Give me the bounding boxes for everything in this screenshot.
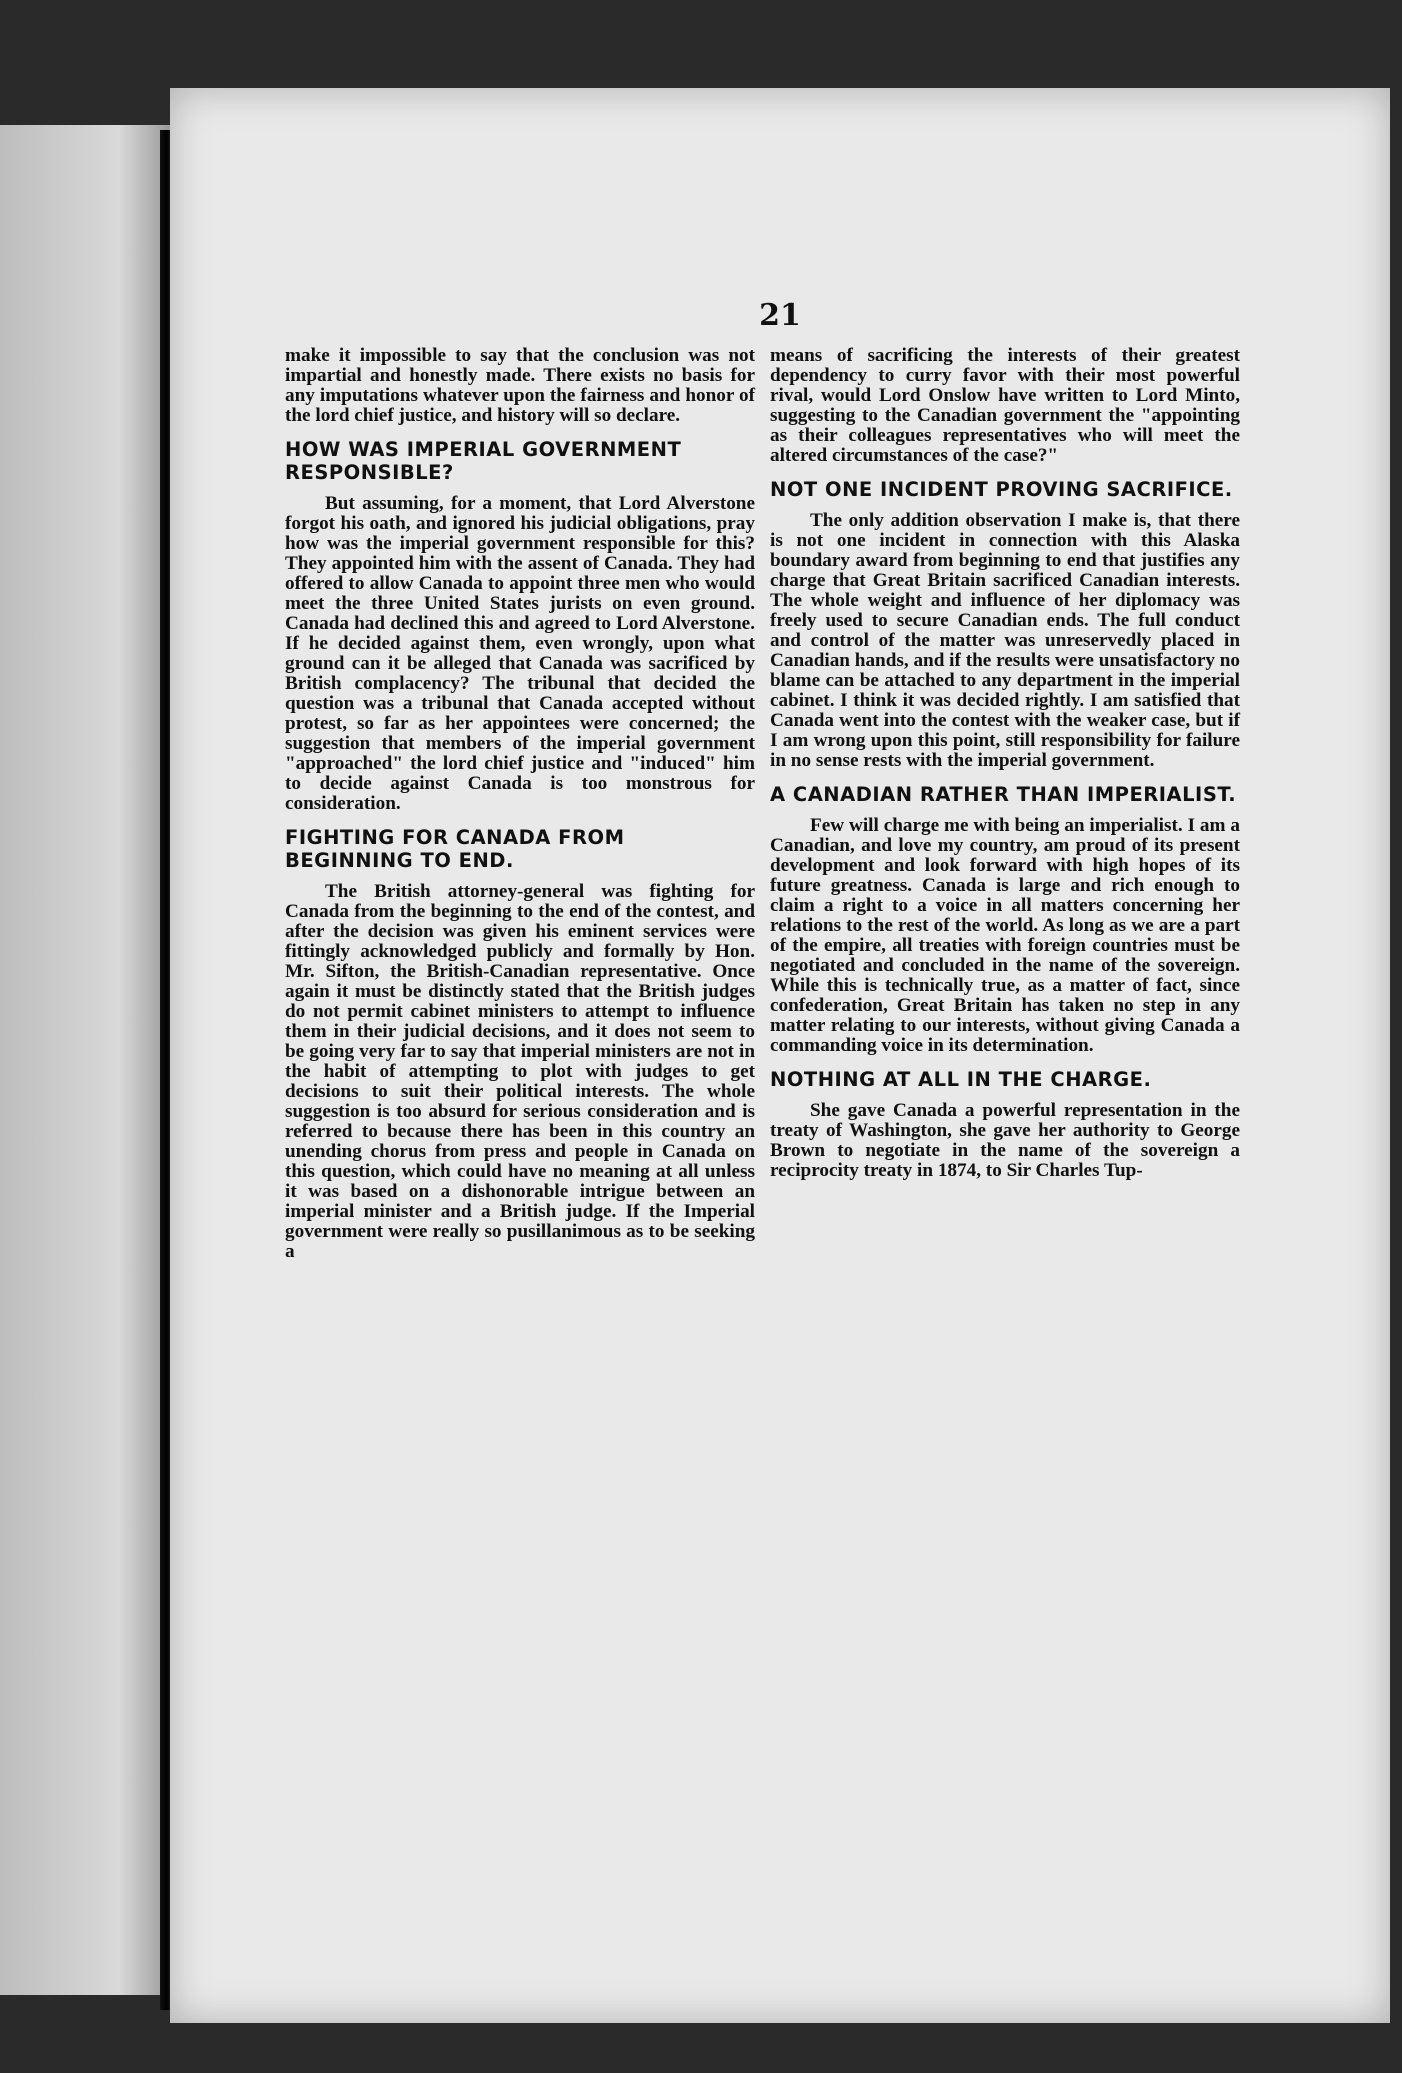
body-paragraph: But assuming, for a moment, that Lord Alverstone forgot his oath, and ignored his judicial obligations, pray how was the imperial government responsible for this? They appointed him with the assent of Canada. They had offered to allow Canada to appoint three men who would meet the three United States jurists on even ground. Canada had declined this and agreed to Lord Alverstone. If he decided against them, even wrongly, upon what ground can it be alleged that Canada was sacrificed by British complacency? The tribunal that decided the question was a tribunal that Canada accepted without protest, so far as her appointees were concerned; the suggestion that members of the imperial government "approached" the lord chief justice and "induced" him to decide against Canada is too monstrous for consideration. bbox=[285, 493, 755, 814]
left-text-column bbox=[285, 346, 755, 1266]
section-heading: FIGHTING FOR CANADA FROM BEGINNING TO END. bbox=[285, 826, 625, 872]
body-paragraph: The only addition observation I make is, that there is not one incident in connection with this Alaska boundary award from beginning to end that justifies any charge that Great Britain sacrificed Canadian interests. The whole weight and influence of her diplomacy was freely used to secure Canadian ends. The full conduct and control of the matter was unreservedly placed in Canadian hands, and if the results were unsatisfactory no blame can be attached to any department in the imperial cabinet. I think it was decided rightly. I am satisfied that Canada went into the contest with the weaker case, but if I am wrong upon this point, still responsibility for failure in no sense rests with the imperial government. bbox=[770, 510, 1240, 771]
body-paragraph: Few will charge me with being an imperialist. I am a Canadian, and love my country, am proud of its present development and look forward with high hopes of its future greatness. Canada is large and rich enough to claim a right to a voice in all matters concerning her relations to the rest of the world. As long as we are a part of the empire, all treaties with foreign countries must be negotiated and concluded in the name of the sovereign. While this is technically true, as a matter of fact, since confederation, Great Britain has taken no step in any matter relating to our interests, without giving Canada a commanding voice in its determination. bbox=[770, 815, 1240, 1056]
section-heading: NOT ONE INCIDENT PROVING SACRIFICE. bbox=[770, 478, 1233, 501]
section-heading: NOTHING AT ALL IN THE CHARGE. bbox=[770, 1068, 1152, 1091]
page-number: 21 bbox=[759, 298, 801, 333]
section-heading: A CANADIAN RATHER THAN IMPERIALIST. bbox=[770, 783, 1237, 806]
body-paragraph: make it impossible to say that the conclusion was not impartial and honestly made. There exists no basis for any imputations whatever upon the fairness and honor of the lord chief justice, and history will so declare. bbox=[285, 345, 755, 426]
right-text-column bbox=[770, 346, 1240, 1185]
section-heading: HOW WAS IMPERIAL GOVERNMENT RESPONSIBLE? bbox=[285, 438, 682, 484]
body-paragraph: The British attorney-general was fighting for Canada from the beginning to the end of the contest, and after the decision was given his eminent services were fittingly acknowledged publicly and formally by Hon. Mr. Sifton, the British-Canadian representative. Once again it must be distinctly stated that the British judges do not permit cabinet ministers to attempt to influence them in their judicial decisions, and it does not seem to be going very far to say that imperial ministers are not in the habit of attempting to plot with judges to get decisions to suit their political interests. The whole suggestion is too absurd for serious consideration and is referred to because there has been in this country an unending chorus from press and people in Canada on this question, which could have no meaning at all unless it was based on a dishonorable intrigue between an imperial minister and a British judge. If the Imperial government were really so pusillanimous as to be seeking a bbox=[285, 881, 755, 1262]
body-paragraph: She gave Canada a powerful representation in the treaty of Washington, she gave her authority to George Brown to negotiate in the name of the sovereign a reciprocity treaty in 1874, to Sir Charles Tup- bbox=[770, 1100, 1240, 1181]
body-paragraph: means of sacrificing the interests of their greatest dependency to curry favor with their most powerful rival, would Lord Onslow have written to Lord Minto, suggesting to the Canadian government the "appointing as their colleagues representatives who will meet the altered circumstances of the case?" bbox=[770, 345, 1240, 466]
document-page bbox=[170, 88, 1390, 2023]
previous-page-edge bbox=[0, 125, 170, 1995]
